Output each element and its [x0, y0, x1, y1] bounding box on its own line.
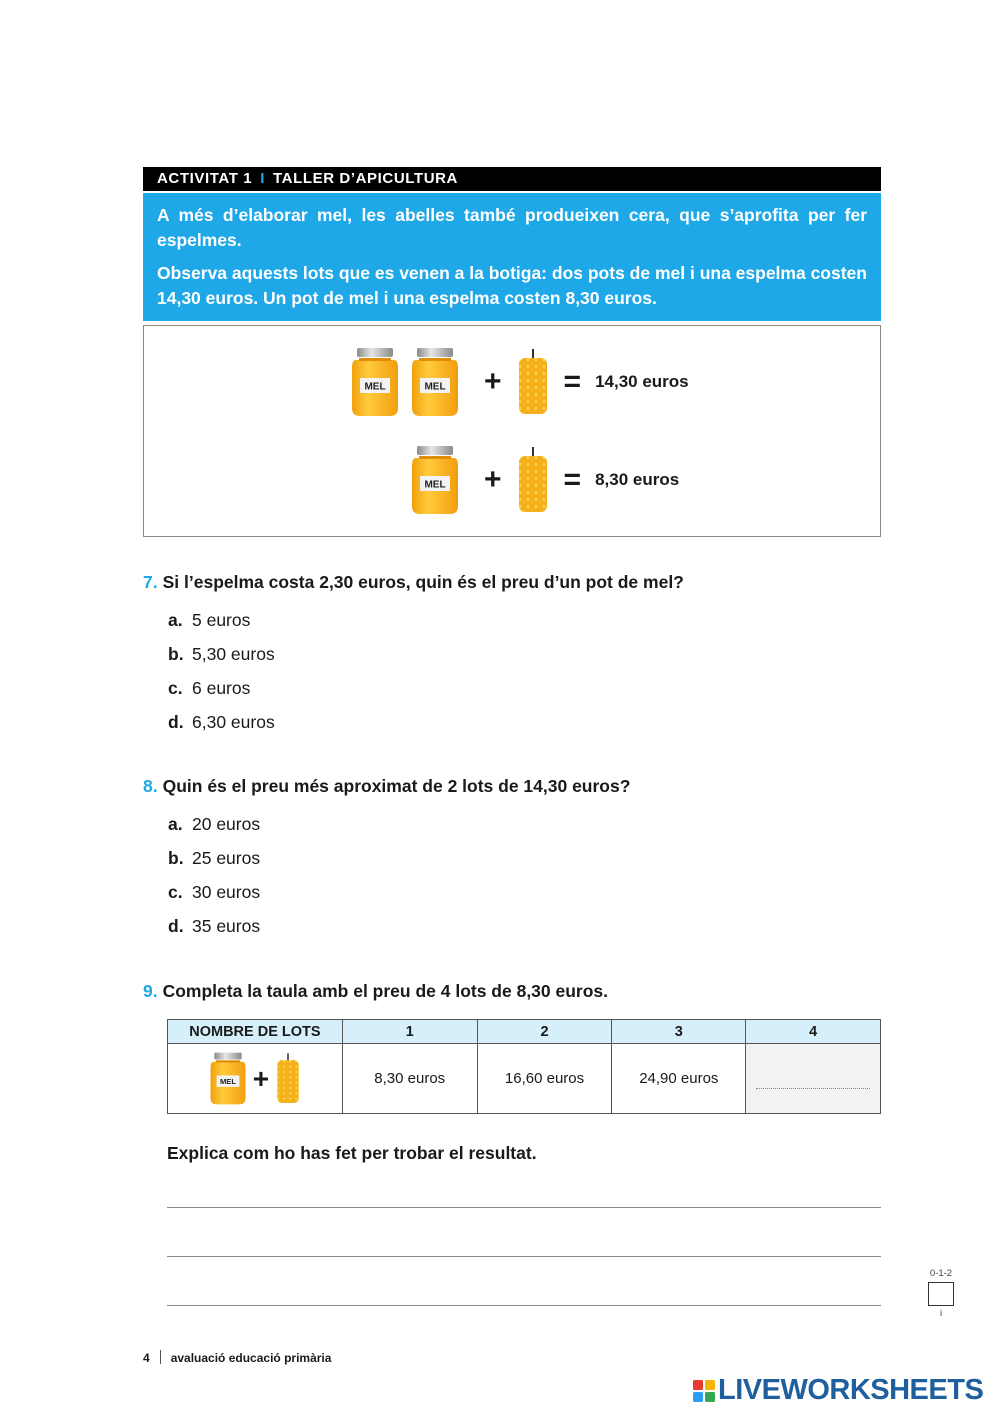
explain-prompt: Explica com ho has fet per trobar el resultat. — [167, 1143, 537, 1163]
option-text: 6 euros — [192, 678, 251, 698]
option-letter: c. — [168, 882, 183, 902]
honey-jar-icon — [209, 1051, 247, 1106]
question-number: 9. — [143, 981, 158, 1001]
candle-icon — [516, 447, 550, 513]
option-text: 30 euros — [192, 882, 261, 902]
candle-icon — [516, 349, 550, 415]
jar-label: MEL — [219, 1077, 236, 1087]
brand-logo — [693, 1374, 983, 1407]
option-letter: b. — [168, 848, 184, 868]
score-sub: i — [939, 1308, 943, 1319]
page-footer — [143, 1350, 331, 1365]
intro-panel — [143, 193, 881, 321]
table-header: 2 — [477, 1020, 612, 1044]
lot-1-price: 14,30 euros — [595, 372, 689, 391]
footer-divider — [160, 1350, 161, 1364]
question-text: Si l’espelma costa 2,30 euros, quin és el preu d’un pot de mel? — [162, 572, 684, 592]
lot-illustration-cell — [168, 1044, 343, 1114]
option-letter: d. — [168, 712, 184, 732]
option-letter: d. — [168, 916, 184, 936]
option-letter: b. — [168, 644, 184, 664]
question-7 — [143, 572, 684, 593]
writing-line[interactable] — [167, 1305, 881, 1306]
question-9 — [143, 981, 608, 1002]
header-separator: I — [260, 170, 265, 187]
table-header: 3 — [612, 1020, 746, 1044]
score-square — [928, 1282, 954, 1306]
question-7-options — [168, 603, 275, 739]
table-header: 4 — [746, 1020, 881, 1044]
honey-jar-icon — [410, 444, 460, 516]
option-d[interactable] — [168, 705, 275, 739]
question-text: Completa la taula amb el preu de 4 lots de 8,30 euros. — [162, 981, 609, 1001]
question-8 — [143, 776, 630, 797]
option-a[interactable] — [168, 603, 275, 637]
option-text: 35 euros — [192, 916, 261, 936]
lot-2-price: 8,30 euros — [595, 470, 680, 489]
jar-label: MEL — [424, 479, 446, 491]
option-text: 6,30 euros — [192, 712, 275, 732]
writing-line[interactable] — [167, 1207, 881, 1208]
plus-sign: + — [484, 365, 502, 398]
score-label: 0-1-2 — [929, 1268, 953, 1279]
score-box — [926, 1268, 956, 1319]
table-header: 1 — [342, 1020, 477, 1044]
table-header: NOMBRE DE LOTS — [168, 1020, 343, 1044]
intro-paragraph-1: A més d’elaborar mel, les abelles també produeixen cera, que s’aprofita per fer espelmes. — [157, 205, 867, 250]
option-text: 5 euros — [192, 610, 251, 630]
brand-name: LIVEWORKSHEETS — [718, 1374, 984, 1406]
activity-title: TALLER D’APICULTURA — [273, 170, 458, 187]
answer-cell[interactable] — [746, 1044, 881, 1114]
lot-row-1 — [350, 346, 689, 418]
table-cell: 16,60 euros — [477, 1044, 612, 1114]
option-letter: a. — [168, 610, 183, 630]
plus-sign: + — [484, 463, 502, 496]
option-c[interactable] — [168, 875, 260, 909]
lots-table — [167, 1019, 881, 1114]
question-number: 7. — [143, 572, 158, 592]
option-letter: a. — [168, 814, 183, 834]
question-text: Quin és el preu més aproximat de 2 lots de 14,30 euros? — [162, 776, 631, 796]
honey-jar-icon — [410, 346, 460, 418]
option-letter: c. — [168, 678, 183, 698]
illustration-box — [143, 325, 881, 537]
question-number: 8. — [143, 776, 158, 796]
footer-text: avaluació educació primària — [170, 1351, 332, 1365]
page-number: 4 — [143, 1351, 150, 1365]
honey-jar-icon — [350, 346, 400, 418]
option-text: 20 euros — [192, 814, 261, 834]
question-8-options — [168, 807, 260, 943]
jar-label: MEL — [424, 381, 446, 393]
option-d[interactable] — [168, 909, 260, 943]
answer-line — [756, 1088, 870, 1089]
option-b[interactable] — [168, 841, 260, 875]
jar-label: MEL — [364, 381, 386, 393]
equals-sign: = — [563, 463, 582, 496]
candle-icon — [275, 1053, 301, 1104]
plus-sign: + — [252, 1062, 270, 1094]
table-header-row — [168, 1020, 881, 1044]
equals-sign: = — [563, 365, 582, 398]
lot-row-2 — [410, 444, 679, 516]
option-c[interactable] — [168, 671, 275, 705]
liveworksheets-logo-icon — [693, 1380, 715, 1402]
option-text: 5,30 euros — [192, 644, 275, 664]
option-text: 25 euros — [192, 848, 261, 868]
option-a[interactable] — [168, 807, 260, 841]
table-cell: 8,30 euros — [342, 1044, 477, 1114]
intro-paragraph-2: Observa aquests lots que es venen a la botiga: dos pots de mel i una espelma costen 14,30 euros. Un pot de mel i una espelma costen 8,30 euros. — [157, 263, 867, 308]
table-cell: 24,90 euros — [612, 1044, 746, 1114]
table-row — [168, 1044, 881, 1114]
option-b[interactable] — [168, 637, 275, 671]
activity-header — [143, 167, 881, 191]
activity-number: ACTIVITAT 1 — [157, 170, 253, 187]
writing-line[interactable] — [167, 1256, 881, 1257]
